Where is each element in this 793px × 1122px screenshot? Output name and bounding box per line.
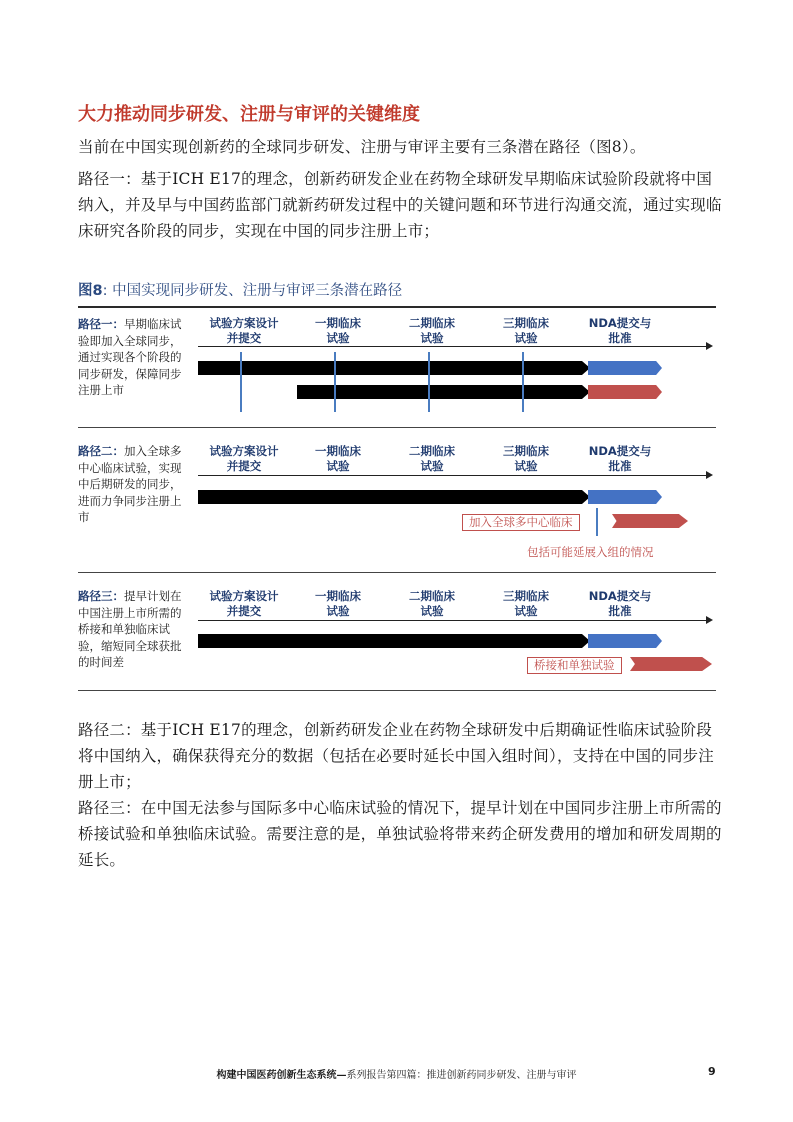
route2-text: 加入全球多中心临床试验，实现中后期研发的同步，进而力争同步注册上市 [78, 444, 182, 524]
route2-phase-1: 试验方案设计 并提交 [209, 444, 279, 473]
figure-caption: 中国实现同步研发、注册与审评三条潜在路径 [112, 283, 403, 299]
route1-phase-3: 二期临床 试验 [409, 316, 455, 345]
route3-global-bar [198, 634, 582, 648]
route1-global-bar [198, 361, 582, 375]
route3-nda-china-arrow [630, 657, 712, 671]
route1-timeline-axis [198, 346, 706, 347]
figure-title [78, 279, 402, 300]
route3-phase-1: 试验方案设计 并提交 [209, 589, 279, 618]
route2-description [78, 443, 188, 526]
route2-phase-4: 三期临床 试验 [503, 444, 549, 473]
figure-colon: : [102, 283, 108, 299]
route2-global-bar [198, 490, 582, 504]
route1-sync-line [428, 352, 430, 412]
route3-phase-2: 一期临床 试验 [315, 589, 361, 618]
figure-bottom-rule [78, 690, 716, 691]
route3-label: 路径三： [78, 589, 124, 603]
route1-sync-line [334, 352, 336, 412]
path3-paragraph: 路径三：在中国无法参与国际多中心临床试验的情况下，提早计划在中国同步注册上市所需的桥接试验和单独临床试验。需要注意的是，单独试验将带来药企研发费用的增加和研发周期的延长。 [78, 799, 722, 869]
route1-sync-line [522, 352, 524, 412]
route3-timeline-axis [198, 620, 706, 621]
route1-label: 路径一： [78, 317, 124, 331]
route3-description [78, 588, 188, 671]
route2-phase-5: NDA提交与 批准 [588, 444, 652, 473]
route1-text: 早期临床试验即加入全球同步，通过实现各个阶段的同步研发，保障同步注册上市 [78, 317, 182, 397]
route3-phase-3: 二期临床 试验 [409, 589, 455, 618]
route2-phase-2: 一期临床 试验 [315, 444, 361, 473]
route3-axis-arrowhead [706, 616, 713, 624]
route3-nda-global-arrow [588, 634, 662, 648]
route2-nda-china-arrow [612, 514, 688, 528]
route1-phase-2: 一期临床 试验 [315, 316, 361, 345]
route2-phase-3: 二期临床 试验 [409, 444, 455, 473]
route1-phase-5: NDA提交与 批准 [588, 316, 652, 345]
route1-description [78, 316, 188, 399]
route3-bridging-label: 桥接和单独试验 [527, 657, 622, 674]
route2-label: 路径二： [78, 444, 124, 458]
path2-paragraph: 路径二：基于ICH E17的理念，创新药研发企业在药物全球研发中后期确证性临床试验阶段将中国纳入，确保获得充分的数据（包括在必要时延长中国入组时间），支持在中国的同步注册上市； [78, 721, 714, 791]
route3-phase-5: NDA提交与 批准 [588, 589, 652, 618]
footer-title: 系列报告第四篇：推进创新药同步研发、注册与审评 [346, 1070, 577, 1081]
route-divider [78, 572, 716, 573]
route1-nda-china-arrow [588, 385, 662, 399]
route1-china-bar [297, 385, 582, 399]
page-footer [0, 1066, 793, 1081]
route2-axis-arrowhead [706, 471, 713, 479]
route1-nda-global-arrow [588, 361, 662, 375]
figure-top-rule [78, 306, 716, 308]
route1-phase-4: 三期临床 试验 [503, 316, 549, 345]
route2-extension-line [596, 508, 598, 536]
path1-paragraph: 路径一：基于ICH E17的理念，创新药研发企业在药物全球研发早期临床试验阶段就将中国纳入，并及早与中国药监部门就新药研发过程中的关键问题和环节进行沟通交流，通过实现临床研究各阶段的同步，实现在中国的同步注册上市； [78, 170, 722, 240]
route3-text: 提早计划在中国注册上市所需的桥接和单独临床试验，缩短同全球获批的时间差 [78, 589, 182, 669]
route2-timeline-axis [198, 475, 706, 476]
route2-note: 包括可能延展入组的情况 [527, 545, 654, 559]
route2-mrct-label: 加入全球多中心临床 [462, 514, 580, 531]
route3-phase-4: 三期临床 试验 [503, 589, 549, 618]
page-number: 9 [708, 1065, 716, 1078]
section-heading: 大力推动同步研发、注册与审评的关键维度 [78, 104, 420, 125]
route2-nda-global-arrow [588, 490, 662, 504]
footer-series: 构建中国医药创新生态系统— [216, 1070, 347, 1081]
route1-axis-arrowhead [706, 342, 713, 350]
intro-paragraph: 当前在中国实现创新药的全球同步研发、注册与审评主要有三条潜在路径（图8）。 [78, 138, 646, 156]
route1-sync-line [240, 352, 242, 412]
route-divider [78, 427, 716, 428]
figure-label: 图8 [78, 283, 103, 299]
route1-phase-1: 试验方案设计 并提交 [209, 316, 279, 345]
